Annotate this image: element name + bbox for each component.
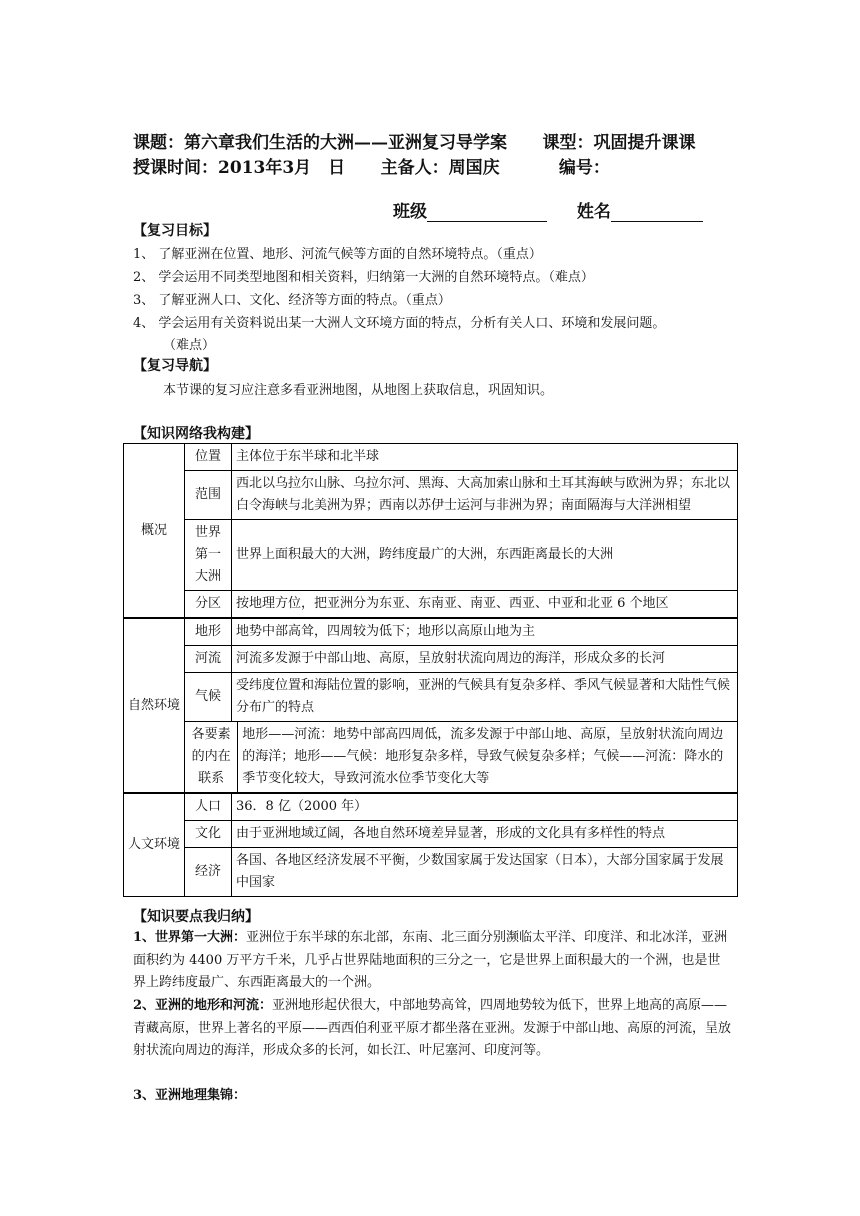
table-row	[124, 821, 738, 848]
review-goal-4-cont: （难点）	[163, 338, 216, 353]
row-key: 文化	[185, 821, 232, 848]
category-natural: 自然环境	[124, 618, 185, 793]
row-key: 经济	[185, 848, 232, 897]
knowledge-point-1	[133, 927, 733, 995]
row-key: 范围	[185, 471, 232, 520]
review-nav-text: 本节课的复习应注意多看亚洲地图，从地图上获取信息，巩固知识。	[163, 383, 554, 398]
category-human: 人文环境	[124, 793, 185, 897]
knowledge-point-2-body: 亚洲地形起伏很大，中部地势高耸，四周地势较为低下，世界上地高的高原——青藏高原，世界上著名的平原——西西伯利亚平原才都坐落在亚洲。发源于中部山地、高原的河流，呈放射状流向周边的海洋，形成众多的长河，如长江、叶尼塞河、印度河等。	[133, 998, 732, 1058]
table-row	[124, 618, 738, 646]
row-key: 世界第一大洲	[185, 520, 232, 591]
row-value: 地势中部高耸，四周较为低下；地形以高原山地为主	[232, 618, 738, 646]
row-key: 河流	[185, 646, 232, 673]
table-row	[124, 520, 738, 591]
row-key: 气候	[185, 673, 232, 722]
table-row	[124, 646, 738, 673]
header-line-2	[133, 153, 610, 178]
table-row	[124, 444, 738, 471]
knowledge-point-1-body: 亚洲位于东半球的东北部，东南、北三面分别濒临太平洋、印度洋、和北冰洋，亚洲面积约为 4400 万平方千米，几乎占世界陆地面积的三分之一，它是世界上面积最大的一个洲，也是世界上跨纬度最广、东西距离最大的一个洲。	[133, 930, 728, 990]
header-line-1	[133, 128, 696, 153]
review-nav-title: 【复习导航】	[133, 358, 217, 374]
table-row	[124, 673, 738, 722]
row-value: 世界上面积最大的大洲，跨纬度最广的大洲，东西距离最长的大洲	[232, 520, 738, 591]
lesson-type: 课型：巩固提升课课	[542, 133, 696, 153]
row-value: 主体位于东半球和北半球	[232, 444, 738, 471]
row-key: 位置	[185, 444, 232, 471]
knowledge-network-title: 【知识网络我构建】	[133, 426, 259, 442]
class-field[interactable]	[427, 203, 547, 222]
name-field[interactable]	[611, 203, 703, 222]
knowledge-point-3-heading: 3、亚洲地理集锦：	[133, 1088, 247, 1103]
lesson-title: 课题：第六章我们生活的大洲——亚洲复习导学案	[133, 133, 507, 153]
table-row	[124, 591, 738, 619]
review-goal-1: 1、 了解亚洲在位置、地形、河流气候等方面的自然环境特点。（重点）	[133, 247, 542, 262]
row-value: 受纬度位置和海陆位置的影响，亚洲的气候具有复杂多样、季风气候显著和大陆性气候分布广的特点	[232, 673, 738, 722]
row-key: 人口	[185, 793, 232, 821]
knowledge-point-1-heading: 1、世界第一大洲：	[133, 930, 247, 945]
row-value: 按地理方位，把亚洲分为东亚、东南亚、南亚、西亚、中亚和北亚 6 个地区	[232, 591, 738, 619]
lesson-number: 编号：	[558, 158, 610, 178]
review-goals-title: 【复习目标】	[133, 223, 217, 239]
name-label: 姓名	[576, 202, 611, 222]
lesson-author: 主备人：周国庆	[380, 158, 500, 178]
knowledge-points-title: 【知识要点我归纳】	[133, 909, 259, 925]
row-value: 各国、各地区经济发展不平衡，少数国家属于发达国家（日本），大部分国家属于发展中国家	[232, 848, 738, 897]
knowledge-point-3	[133, 1085, 733, 1108]
knowledge-point-2	[133, 995, 733, 1063]
review-goal-2: 2、 学会运用不同类型地图和相关资料，归纳第一大洲的自然环境特点。（难点）	[133, 270, 594, 285]
row-key: 分区	[185, 591, 232, 619]
table-row	[124, 722, 738, 794]
row-value: 河流多发源于中部山地、高原，呈放射状流向周边的海洋，形成众多的长河	[232, 646, 738, 673]
knowledge-network-table	[123, 443, 738, 897]
lesson-time: 授课时间：2013年3月 日	[133, 158, 346, 178]
row-key: 地形	[185, 618, 232, 646]
knowledge-point-2-heading: 2、亚洲的地形和河流：	[133, 998, 273, 1013]
table-row	[124, 793, 738, 821]
row-value: 地形——河流：地势中部高四周低，流多发源于中部山地、高原，呈放射状流向周边的海洋；地形——气候：地形复杂多样，导致气候复杂多样；气候——河流：降水的季节变化较大，导致河流水位季节变化大等	[238, 722, 738, 794]
table-row	[124, 471, 738, 520]
category-overview: 概况	[124, 444, 185, 619]
review-goal-4: 4、 学会运用有关资料说出某一大洲人文环境方面的特点，分析有关人口、环境和发展问题。	[133, 316, 666, 331]
class-label: 班级	[393, 202, 427, 222]
review-goal-3: 3、 了解亚洲人口、文化、经济等方面的特点。（重点）	[133, 293, 451, 308]
row-key: 各要素的内在联系	[185, 722, 238, 794]
row-value: 由于亚洲地域辽阔，各地自然环境差异显著，形成的文化具有多样性的特点	[232, 821, 738, 848]
table-row	[124, 848, 738, 897]
row-value: 西北以乌拉尔山脉、乌拉尔河、黑海、大高加索山脉和土耳其海峡与欧洲为界；东北以白令海峡与北美洲为界；西南以苏伊士运河与非洲为界；南面隔海与大洋洲相望	[232, 471, 738, 520]
student-info-row	[393, 197, 703, 222]
row-value: 36．8 亿（2000 年）	[232, 793, 738, 821]
